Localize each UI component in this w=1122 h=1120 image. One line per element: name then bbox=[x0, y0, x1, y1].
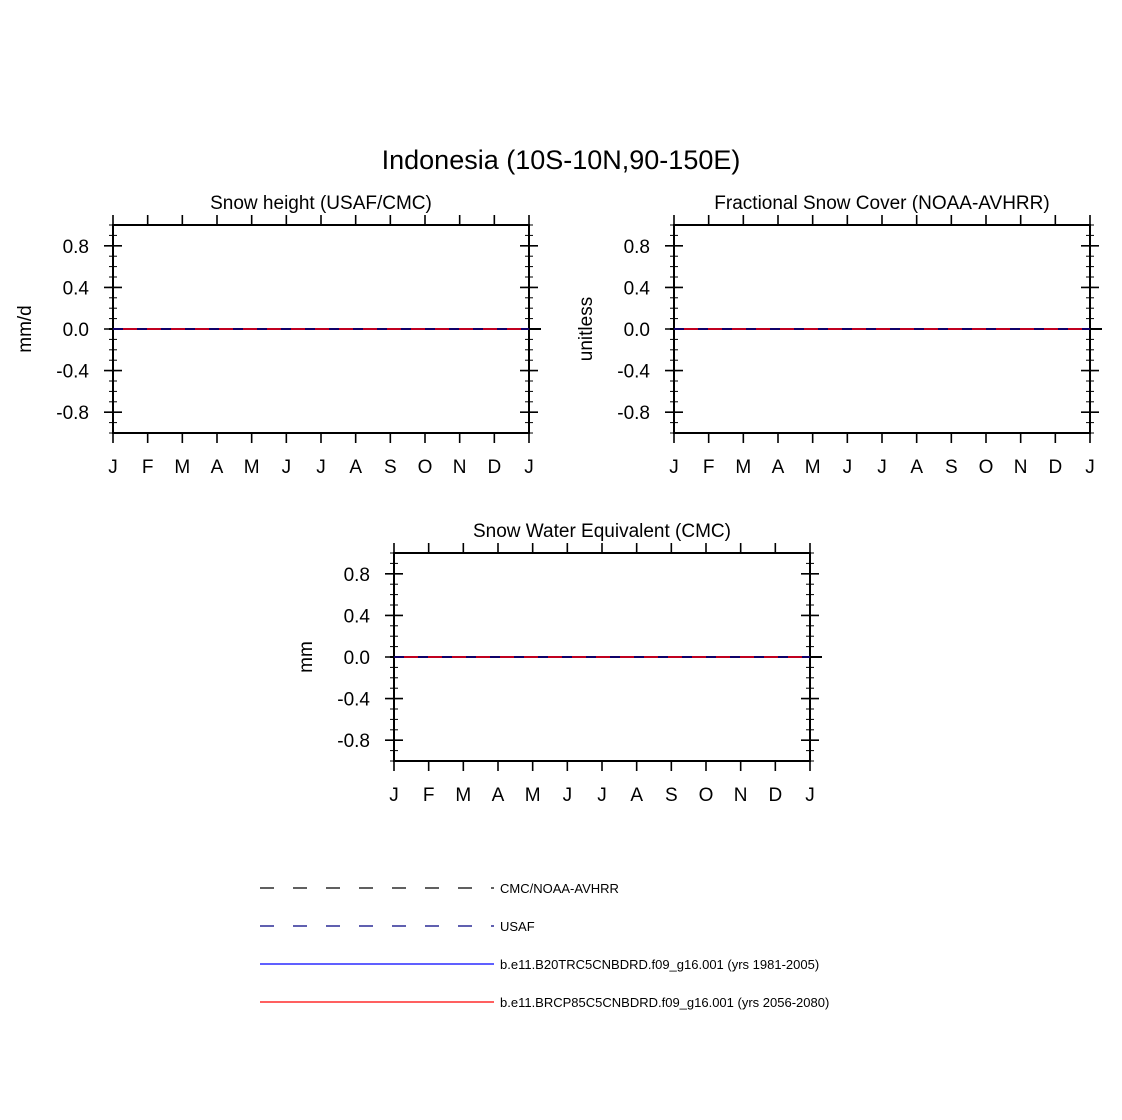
x-tick-label: F bbox=[702, 457, 715, 478]
x-tick-label: M bbox=[735, 457, 752, 478]
y-tick-label: 0.4 bbox=[623, 278, 650, 300]
legend-entry bbox=[260, 995, 829, 1010]
x-tick-label: J bbox=[562, 785, 573, 806]
x-tick-label: A bbox=[630, 785, 644, 806]
x-tick-label: J bbox=[316, 457, 326, 478]
x-tick-label: D bbox=[768, 785, 783, 806]
legend-label: CMC/NOAA-AVHRR bbox=[500, 881, 619, 896]
legend-entry bbox=[260, 881, 619, 896]
x-tick-label: M bbox=[524, 785, 541, 806]
x-tick-label: J bbox=[877, 457, 887, 478]
x-tick-label: J bbox=[108, 457, 118, 478]
legend bbox=[260, 881, 829, 1010]
legend-label: USAF bbox=[500, 919, 535, 934]
x-tick-label: M bbox=[243, 457, 260, 478]
panel-title: Fractional Snow Cover (NOAA-AVHRR) bbox=[714, 193, 1050, 214]
y-tick-label: 0.8 bbox=[623, 236, 650, 258]
y-axis-label: unitless bbox=[576, 296, 597, 362]
x-tick-label: N bbox=[452, 457, 467, 478]
x-tick-label: S bbox=[383, 457, 397, 478]
x-tick-label: N bbox=[1013, 457, 1028, 478]
y-tick-label: 0.8 bbox=[62, 236, 89, 258]
x-tick-label: O bbox=[417, 457, 433, 478]
panel-title: Snow Water Equivalent (CMC) bbox=[473, 521, 731, 542]
y-tick-label: 0.4 bbox=[62, 278, 89, 300]
x-tick-label: J bbox=[669, 457, 679, 478]
x-tick-label: A bbox=[491, 785, 505, 806]
y-tick-label: -0.8 bbox=[56, 403, 89, 425]
x-tick-label: J bbox=[842, 457, 853, 478]
y-tick-label: 0.0 bbox=[623, 320, 650, 341]
x-tick-label: N bbox=[733, 785, 748, 806]
legend-entry bbox=[260, 919, 535, 934]
y-tick-label: -0.4 bbox=[617, 361, 650, 383]
legend-label: b.e11.B20TRC5CNBDRD.f09_g16.001 (yrs 1981-2005) bbox=[500, 957, 820, 972]
y-tick-label: 0.0 bbox=[62, 320, 89, 341]
y-tick-label: 0.8 bbox=[343, 564, 370, 586]
x-tick-label: M bbox=[455, 785, 472, 806]
chart-panel-2 bbox=[576, 193, 1102, 478]
x-tick-label: M bbox=[174, 457, 191, 478]
chart-panel-3 bbox=[296, 521, 822, 806]
y-tick-label: 0.4 bbox=[343, 606, 370, 628]
x-tick-label: O bbox=[698, 785, 714, 806]
x-tick-label: D bbox=[1048, 457, 1063, 478]
x-tick-label: A bbox=[210, 457, 224, 478]
x-tick-label: D bbox=[487, 457, 502, 478]
x-tick-label: J bbox=[524, 457, 534, 478]
y-tick-label: -0.8 bbox=[617, 403, 650, 425]
y-tick-label: 0.0 bbox=[343, 648, 370, 669]
y-tick-label: -0.4 bbox=[56, 361, 89, 383]
x-tick-label: J bbox=[597, 785, 607, 806]
x-tick-label: S bbox=[664, 785, 678, 806]
y-tick-label: -0.8 bbox=[337, 731, 370, 753]
x-tick-label: A bbox=[910, 457, 924, 478]
y-axis-label: mm/d bbox=[15, 305, 36, 353]
x-tick-label: S bbox=[944, 457, 958, 478]
x-tick-label: M bbox=[804, 457, 821, 478]
x-tick-label: J bbox=[389, 785, 399, 806]
y-tick-label: -0.4 bbox=[337, 689, 370, 711]
x-tick-label: A bbox=[349, 457, 363, 478]
panels bbox=[15, 193, 1102, 806]
x-tick-label: J bbox=[1085, 457, 1095, 478]
y-axis-label: mm bbox=[296, 641, 317, 673]
x-tick-label: J bbox=[281, 457, 292, 478]
legend-label: b.e11.BRCP85C5CNBDRD.f09_g16.001 (yrs 2056-2080) bbox=[500, 995, 830, 1010]
chart-panel-1 bbox=[15, 193, 541, 478]
figure-title: Indonesia (10S-10N,90-150E) bbox=[381, 145, 741, 175]
x-tick-label: F bbox=[141, 457, 154, 478]
legend-entry bbox=[260, 957, 819, 972]
panel-title: Snow height (USAF/CMC) bbox=[210, 193, 432, 214]
x-tick-label: O bbox=[978, 457, 994, 478]
x-tick-label: A bbox=[771, 457, 785, 478]
x-tick-label: F bbox=[422, 785, 435, 806]
x-tick-label: J bbox=[805, 785, 815, 806]
